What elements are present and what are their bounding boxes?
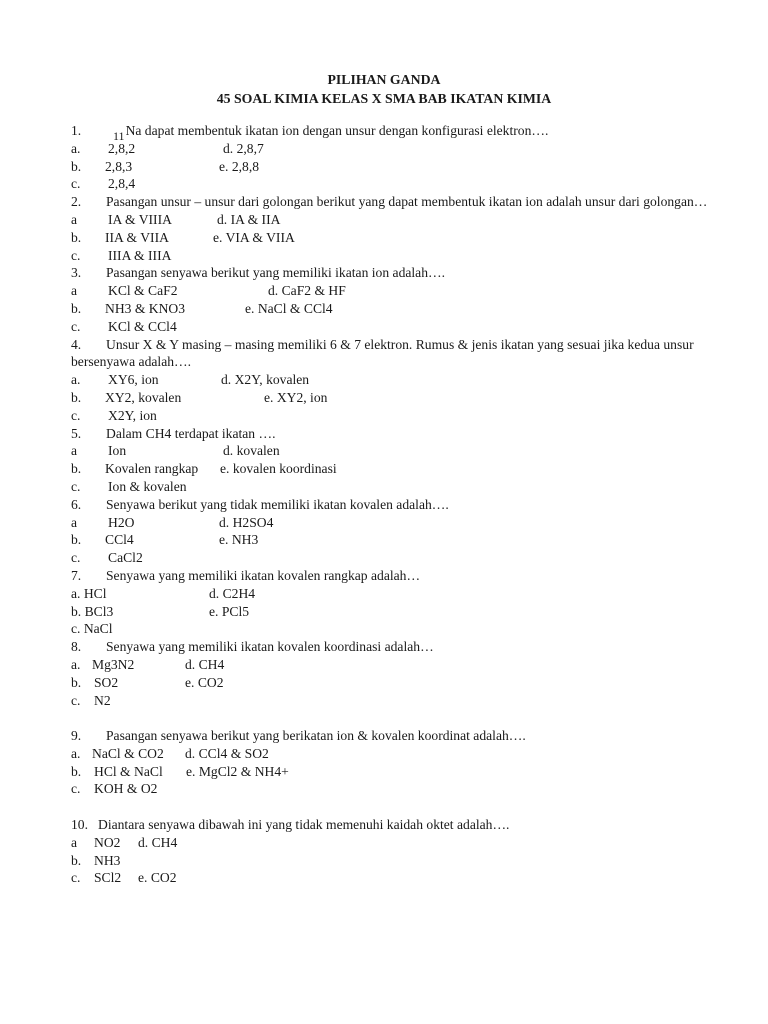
option-e: e. PCl5 [209, 603, 250, 619]
question-3 [71, 264, 711, 282]
option-row [71, 514, 711, 532]
option-a: NaCl & CO2 [92, 745, 164, 761]
option-a: NO2 [94, 834, 121, 850]
question-10 [71, 816, 711, 834]
option-a: IA & VIIIA [108, 211, 172, 227]
option-a: 2,8,2 [108, 140, 136, 156]
question-7 [71, 567, 711, 585]
option-row [71, 745, 711, 763]
option-letter: b. [71, 461, 82, 477]
option-d: d. IA & IIA [217, 211, 281, 227]
option-row [71, 175, 711, 193]
question-8 [71, 638, 711, 656]
option-d: d. CaF2 & HF [268, 283, 346, 299]
option-a: a. HCl [71, 585, 107, 601]
option-row [71, 763, 711, 781]
option-letter: c. [71, 176, 81, 192]
question-text: Senyawa yang memiliki ikatan kovalen rangkap adalah… [106, 567, 421, 583]
option-c: c. NaCl [71, 621, 113, 637]
option-letter: b. [71, 763, 82, 779]
option-row [71, 407, 711, 425]
option-row [71, 442, 711, 460]
option-letter: c. [71, 550, 81, 566]
option-letter: b. [71, 532, 82, 548]
option-row [71, 674, 711, 692]
option-c: CaCl2 [108, 550, 143, 566]
option-letter: c. [71, 247, 81, 263]
option-b: CCl4 [105, 532, 134, 548]
option-e: e. NH3 [219, 532, 259, 548]
option-c: IIIA & IIIA [108, 247, 172, 263]
document-title: PILIHAN GANDA [327, 72, 441, 87]
option-d: d. kovalen [223, 443, 280, 459]
option-letter: c. [71, 478, 81, 494]
option-row [71, 869, 711, 887]
question-2 [71, 193, 711, 211]
option-e: e. VIA & VIIA [213, 229, 295, 245]
option-d: d. 2,8,7 [223, 140, 264, 156]
option-row [71, 389, 711, 407]
option-row [71, 318, 711, 336]
option-d: d. CH4 [185, 656, 225, 672]
subscript: 11 [113, 129, 125, 143]
option-b: b. BCl3 [71, 603, 114, 619]
option-letter: c. [71, 318, 81, 334]
question-text: Pasangan senyawa berikut yang memiliki ikatan ion adalah…. [106, 265, 445, 281]
option-row [71, 158, 711, 176]
option-letter: c. [71, 870, 81, 886]
option-row [71, 585, 711, 603]
option-letter: a [71, 443, 78, 459]
option-row [71, 603, 711, 621]
question-text: Pasangan senyawa berikut yang berikatan ion & kovalen koordinat adalah…. [106, 728, 526, 744]
option-row [71, 140, 711, 158]
option-row [71, 834, 711, 852]
option-letter: c. [71, 781, 81, 797]
option-a: H2O [108, 514, 135, 530]
option-row [71, 460, 711, 478]
option-d: d. CH4 [138, 834, 178, 850]
option-row [71, 371, 711, 389]
option-row [71, 282, 711, 300]
option-b: Kovalen rangkap [105, 461, 199, 477]
question-list [71, 122, 711, 887]
option-d: d. H2SO4 [219, 514, 274, 530]
question-number: 10. [71, 817, 88, 833]
option-d: d. X2Y, kovalen [221, 372, 310, 388]
question-text: Unsur X & Y masing – masing memiliki 6 & 7 elektron. Rumus & jenis ikatan yang sesuai jika kedua unsur bersenyawa adalah…. [71, 336, 694, 370]
question-number: 8. [71, 639, 82, 655]
question-4 [71, 336, 711, 372]
option-b: IIA & VIIA [105, 229, 169, 245]
option-row [71, 692, 711, 710]
option-row [71, 656, 711, 674]
option-letter: a [71, 283, 78, 299]
question-text: Senyawa yang memiliki ikatan kovalen koordinasi adalah… [106, 639, 434, 655]
question-text: Senyawa berikut yang tidak memiliki ikatan kovalen adalah…. [106, 496, 449, 512]
option-a: Ion [108, 443, 127, 459]
question-6 [71, 496, 711, 514]
question-number: 4. [71, 336, 82, 352]
option-row [71, 852, 711, 870]
option-c: SCl2 [94, 870, 122, 886]
blank-line [71, 798, 711, 816]
option-c: N2 [94, 692, 111, 708]
option-letter: a. [71, 140, 81, 156]
option-row [71, 549, 711, 567]
option-e: e. CO2 [185, 674, 224, 690]
question-number: 9. [71, 728, 82, 744]
question-number: 1. [71, 123, 82, 138]
option-letter: b. [71, 852, 82, 868]
option-e: e. kovalen koordinasi [220, 461, 337, 477]
option-e: e. NaCl & CCl4 [245, 300, 333, 316]
option-row [71, 620, 711, 638]
option-letter: c. [71, 407, 81, 423]
option-letter: b. [71, 229, 82, 245]
option-row [71, 247, 711, 265]
question-text: Diantara senyawa dibawah ini yang tidak memenuhi kaidah oktet adalah…. [98, 817, 510, 833]
option-a: XY6, ion [108, 372, 159, 388]
option-row [71, 211, 711, 229]
option-c: KOH & O2 [94, 781, 158, 797]
question-number: 6. [71, 496, 82, 512]
option-row [71, 478, 711, 496]
option-row [71, 229, 711, 247]
question-number: 5. [71, 425, 82, 441]
question-number: 3. [71, 265, 82, 281]
option-letter: a [71, 514, 78, 530]
option-letter: a [71, 834, 78, 850]
option-b: NH3 [94, 852, 121, 868]
document-subtitle: 45 SOAL KIMIA KELAS X SMA BAB IKATAN KIMIA [216, 91, 552, 106]
option-a: KCl & CaF2 [108, 283, 178, 299]
option-e: e. CO2 [138, 870, 177, 886]
question-text: Dalam CH4 terdapat ikatan …. [106, 425, 276, 441]
option-letter: b. [71, 674, 82, 690]
question-5 [71, 425, 711, 443]
option-letter: b. [71, 389, 82, 405]
option-letter: a. [71, 656, 81, 672]
option-a: Mg3N2 [92, 656, 135, 672]
option-letter: a. [71, 745, 81, 761]
option-b: NH3 & KNO3 [105, 300, 186, 316]
option-c: X2Y, ion [108, 407, 157, 423]
question-number: 7. [71, 567, 82, 583]
option-c: Ion & kovalen [108, 478, 187, 494]
question-text: 11Na dapat membentuk ikatan ion dengan unsur dengan konfigurasi elektron…. [113, 123, 549, 143]
option-c: KCl & CCl4 [108, 318, 177, 334]
option-e: e. XY2, ion [264, 389, 328, 405]
option-d: d. CCl4 & SO2 [185, 745, 269, 761]
question-1 [71, 122, 711, 143]
question-number: 2. [71, 194, 82, 210]
option-b: XY2, kovalen [105, 389, 182, 405]
question-text: Pasangan unsur – unsur dari golongan berikut yang dapat membentuk ikatan ion adalah unsur dari golongan… [106, 194, 708, 210]
option-b: HCl & NaCl [94, 763, 163, 779]
option-letter: b. [71, 300, 82, 316]
option-c: 2,8,4 [108, 176, 136, 192]
option-row [71, 531, 711, 549]
option-row [71, 780, 711, 798]
option-e: e. 2,8,8 [219, 158, 260, 174]
option-letter: a. [71, 372, 81, 388]
option-letter: b. [71, 158, 82, 174]
option-d: d. C2H4 [209, 585, 256, 601]
blank-line [71, 709, 711, 727]
option-letter: c. [71, 692, 81, 708]
question-9 [71, 727, 711, 745]
option-letter: a [71, 211, 78, 227]
option-b: 2,8,3 [105, 158, 133, 174]
option-row [71, 300, 711, 318]
option-e: e. MgCl2 & NH4+ [186, 763, 289, 779]
option-b: SO2 [94, 674, 119, 690]
